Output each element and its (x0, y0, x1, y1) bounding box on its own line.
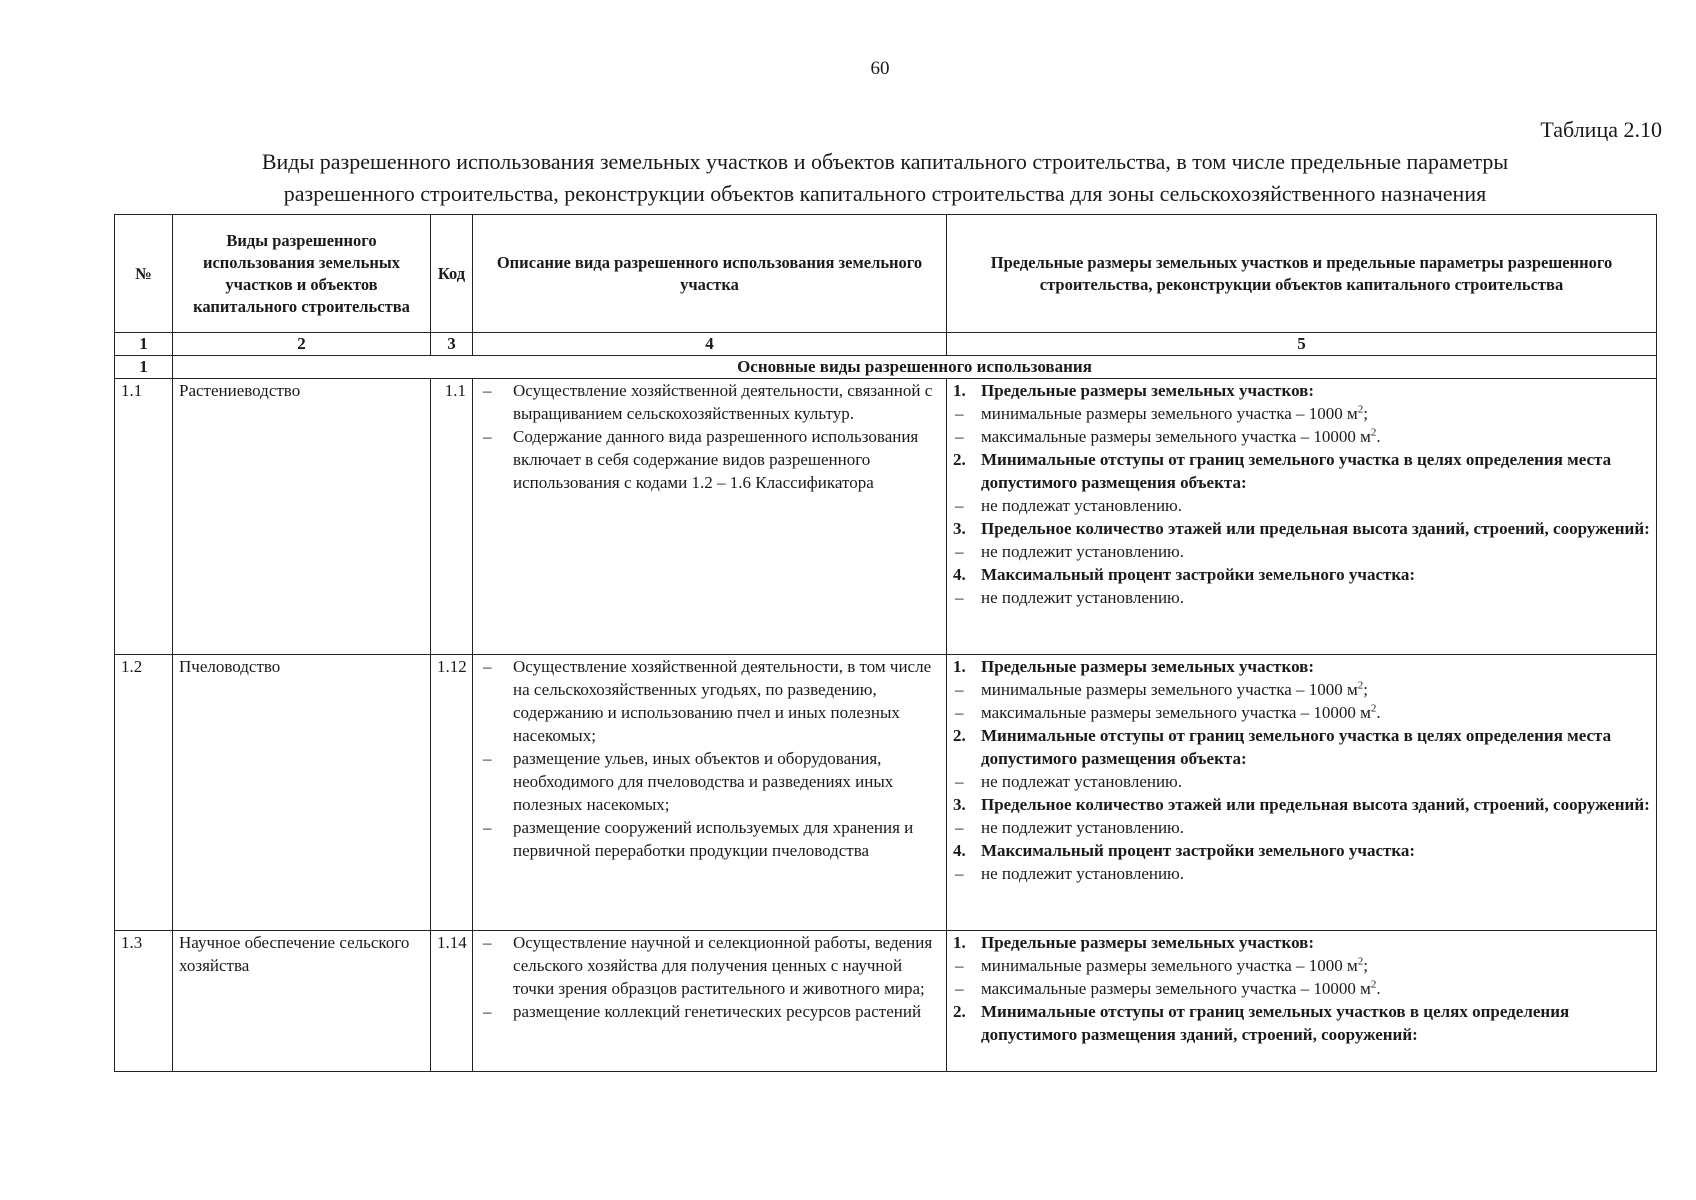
param-heading: 2. Минимальные отступы от границ земельных участков в целях определения допустимого размещения зданий, строений, сооружений: (953, 1002, 1570, 1044)
document-title (115, 146, 1655, 210)
land-use-table (114, 214, 1657, 1072)
row-use-kind: Научное обеспечение сельского хозяйства (173, 931, 431, 1072)
param-item: – минимальные размеры земельного участка – 1000 $м^2$; (953, 402, 1650, 425)
row-number: 1.3 (115, 931, 173, 1072)
row-use-kind: Пчеловодство (173, 655, 431, 931)
row-number: 1.2 (115, 655, 173, 931)
row-description (473, 655, 947, 931)
description-item: – размещение ульев, иных объектов и оборудования, необходимого для пчеловодства и разведениях иных полезных насекомых; (479, 747, 940, 816)
param-item: – минимальные размеры земельного участка – 1000 $м^2$; (953, 678, 1650, 701)
param-item: – не подлежит установлению. (953, 816, 1650, 839)
param-heading: 3. Предельное количество этажей или предельная высота зданий, строений, сооружений: (953, 795, 1650, 814)
header-num: № (115, 215, 173, 333)
row-params (947, 931, 1657, 1072)
column-number: 2 (173, 333, 431, 356)
param-heading: 4. Максимальный процент застройки земельного участка: (953, 565, 1416, 584)
column-number-row (115, 333, 1657, 356)
param-item: – не подлежат установлению. (953, 494, 1650, 517)
header-row (115, 215, 1657, 333)
param-item: – не подлежит установлению. (953, 862, 1650, 885)
row-code: 1.12 (431, 655, 473, 931)
param-item: – не подлежит установлению. (953, 586, 1650, 609)
description-item: – Содержание данного вида разрешенного использования включает в себя содержание видов разрешенного использования с кодами 1.2 – 1.6 Классификатора (479, 425, 940, 494)
param-heading: 1. Предельные размеры земельных участков: (953, 933, 1315, 952)
header-code: Код (431, 215, 473, 333)
param-heading: 4. Максимальный процент застройки земельного участка: (953, 841, 1416, 860)
param-heading: 2. Минимальные отступы от границ земельного участка в целях определения места допустимого размещения объекта: (953, 726, 1612, 768)
header-params: Предельные размеры земельных участков и предельные параметры разрешенного строительства, реконструкции объектов капитального строительства (947, 215, 1657, 333)
param-item: – не подлежит установлению. (953, 540, 1650, 563)
description-item: – Осуществление хозяйственной деятельности, в том числе на сельскохозяйственных угодьях, по разведению, содержанию и использованию пчел и иных полезных насекомых; (479, 655, 940, 747)
table-row (115, 655, 1657, 931)
table-row (115, 379, 1657, 655)
table-row (115, 931, 1657, 1072)
column-number: 3 (431, 333, 473, 356)
column-number: 4 (473, 333, 947, 356)
title-line-2: разрешенного строительства, реконструкции объектов капитального строительства для зоны сельскохозяйственного назначения (283, 181, 1487, 206)
param-heading: 1. Предельные размеры земельных участков: (953, 381, 1315, 400)
header-description: Описание вида разрешенного использования земельного участка (473, 215, 947, 333)
page-number: 60 (870, 58, 890, 79)
column-number: 5 (947, 333, 1657, 356)
row-params (947, 655, 1657, 931)
row-code: 1.14 (431, 931, 473, 1072)
row-use-kind: Растениеводство (173, 379, 431, 655)
row-description (473, 931, 947, 1072)
section-row (115, 356, 1657, 379)
row-code: 1.1 (431, 379, 473, 655)
description-item: – размещение сооружений используемых для хранения и первичной переработки продукции пчеловодства (479, 816, 940, 862)
row-params (947, 379, 1657, 655)
param-heading: 2. Минимальные отступы от границ земельного участка в целях определения места допустимого размещения объекта: (953, 450, 1612, 492)
table-label: Таблица 2.10 (1540, 117, 1662, 142)
param-item: – не подлежат установлению. (953, 770, 1650, 793)
section-number: 1 (115, 356, 173, 379)
row-number: 1.1 (115, 379, 173, 655)
header-kind: Виды разрешенного использования земельных участков и объектов капитального строительства (173, 215, 431, 333)
param-item: – минимальные размеры земельного участка – 1000 $м^2$; (953, 954, 1650, 977)
column-number: 1 (115, 333, 173, 356)
title-line-1: Виды разрешенного использования земельных участков и объектов капитального строительства, в том числе предельные параметры (261, 149, 1509, 174)
row-description (473, 379, 947, 655)
param-heading: 1. Предельные размеры земельных участков: (953, 657, 1315, 676)
description-item: – Осуществление хозяйственной деятельности, связанной с выращиванием сельскохозяйственных культур. (479, 379, 940, 425)
param-heading: 3. Предельное количество этажей или предельная высота зданий, строений, сооружений: (953, 519, 1650, 538)
param-item: – максимальные размеры земельного участка – 10000 $м^2$. (953, 425, 1650, 448)
section-title: Основные виды разрешенного использования (173, 356, 1657, 379)
param-item: – максимальные размеры земельного участка – 10000 $м^2$. (953, 977, 1650, 1000)
param-item: – максимальные размеры земельного участка – 10000 $м^2$. (953, 701, 1650, 724)
description-item: – размещение коллекций генетических ресурсов растений (479, 1000, 940, 1023)
description-item: – Осуществление научной и селекционной работы, ведения сельского хозяйства для получения ценных с научной точки зрения образцов растительного и животного мира; (479, 931, 940, 1000)
